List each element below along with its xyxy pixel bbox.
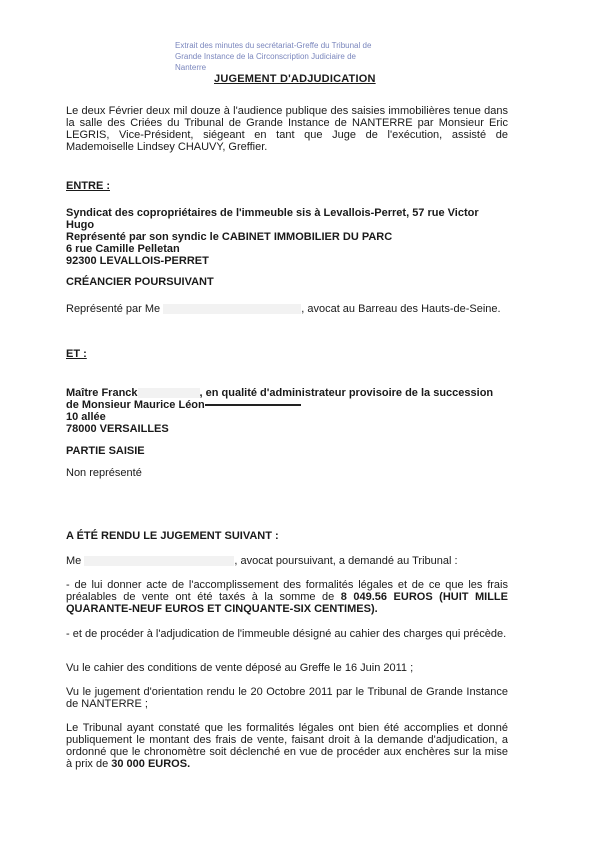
- debtor-block: [66, 387, 508, 435]
- final-paragraph: [66, 722, 508, 770]
- lawyer-suffix: , avocat au Barreau des Hauts-de-Seine.: [301, 303, 501, 315]
- request-item-2: - et de procéder à l'adjudication de l'immeuble désigné au cahier des charges qui précède.: [66, 628, 507, 640]
- stamp-line-1: Extrait des minutes du secrétariat-Greffe du Tribunal de: [175, 41, 372, 50]
- debtor-street-line: [66, 411, 508, 423]
- creditor-block: [66, 207, 508, 267]
- redaction-mark: [138, 388, 200, 398]
- creditor-representative: Représenté par son syndic le CABINET IMMOBILIER DU PARC: [66, 231, 393, 243]
- debtor-of: de Monsieur Maurice Léon: [66, 399, 205, 411]
- debtor-of-line: [66, 399, 508, 411]
- request-suffix: , avocat poursuivant, a demandé au Tribunal :: [234, 555, 458, 567]
- greffe-stamp: [175, 40, 405, 73]
- final-text: Le Tribunal ayant constaté que les formalités légales ont bien été accomplies et donné publiquement le montant des frais de vente, faisant droit à la demande d'adjudication, a ordonné que le chronomètre soit déclenché en vue de procéder aux enchères sur la mise à prix de: [66, 722, 508, 770]
- redaction-mark: [84, 556, 234, 566]
- stamp-line-2: Grande Instance de la Circonscription Judiciaire de: [175, 52, 356, 61]
- debtor-name-line: [66, 387, 508, 399]
- lawyer-prefix: Représenté par Me: [66, 303, 161, 315]
- starting-price: 30 000 EUROS.: [111, 758, 191, 770]
- document-title: JUGEMENT D'ADJUDICATION: [214, 73, 376, 85]
- debtor-status: Non représenté: [66, 467, 142, 479]
- et-label: ET :: [66, 348, 87, 360]
- request-prefix: Me: [66, 555, 82, 567]
- redaction-mark: [163, 304, 301, 314]
- item1-text: - de lui donner acte de l'accomplissement des formalités légales et de ce que les frais préalables de vente ont été taxés à la somme de: [66, 579, 508, 603]
- creditor-street: 6 rue Camille Pelletan: [66, 243, 180, 255]
- creditor-name: Syndicat des copropriétaires de l'immeuble sis à Levallois-Perret, 57 rue Victor Hugo: [66, 207, 479, 231]
- request-line: [66, 555, 508, 567]
- debtor-street: 10 allée: [66, 411, 106, 423]
- creditor-city: 92300 LEVALLOIS-PERRET: [66, 255, 209, 267]
- intro-paragraph: Le deux Février deux mil douze à l'audience publique des saisies immobilières tenue dans la salle des Criées du Tribunal de Grande Instance de NANTERRE par Monsieur Eric LEGRIS, Vice-Président, siégeant en tant que Juge de l'exécution, assisté de Mademoiselle Lindsey CHAUVY, Greffier.: [66, 105, 508, 153]
- fees-amount: 8 049.56 EUROS (HUIT MILLE QUARANTE-NEUF EUROS ET CINQUANTE-SIX CENTIMES).: [66, 591, 508, 615]
- request-item-1: [66, 579, 508, 615]
- debtor-city: 78000 VERSAILLES: [66, 423, 169, 435]
- entre-label: ENTRE :: [66, 180, 110, 192]
- creditor-role: CRÉANCIER POURSUIVANT: [66, 276, 214, 288]
- debtor-name: Maître Franck: [66, 387, 138, 399]
- debtor-role: PARTIE SAISIE: [66, 445, 145, 457]
- cahier-paragraph: Vu le cahier des conditions de vente déposé au Greffe le 16 Juin 2011 ;: [66, 662, 414, 674]
- redaction-line: [205, 404, 301, 406]
- debtor-qualite: , en qualité d'administrateur provisoire de la succession: [199, 387, 494, 399]
- judgment-label: A ÉTÉ RENDU LE JUGEMENT SUIVANT :: [66, 530, 279, 542]
- orientation-paragraph: Vu le jugement d'orientation rendu le 20 Octobre 2011 par le Tribunal de Grande Instance de NANTERRE ;: [66, 686, 508, 710]
- creditor-lawyer: [66, 303, 508, 315]
- stamp-line-3: Nanterre: [175, 63, 207, 72]
